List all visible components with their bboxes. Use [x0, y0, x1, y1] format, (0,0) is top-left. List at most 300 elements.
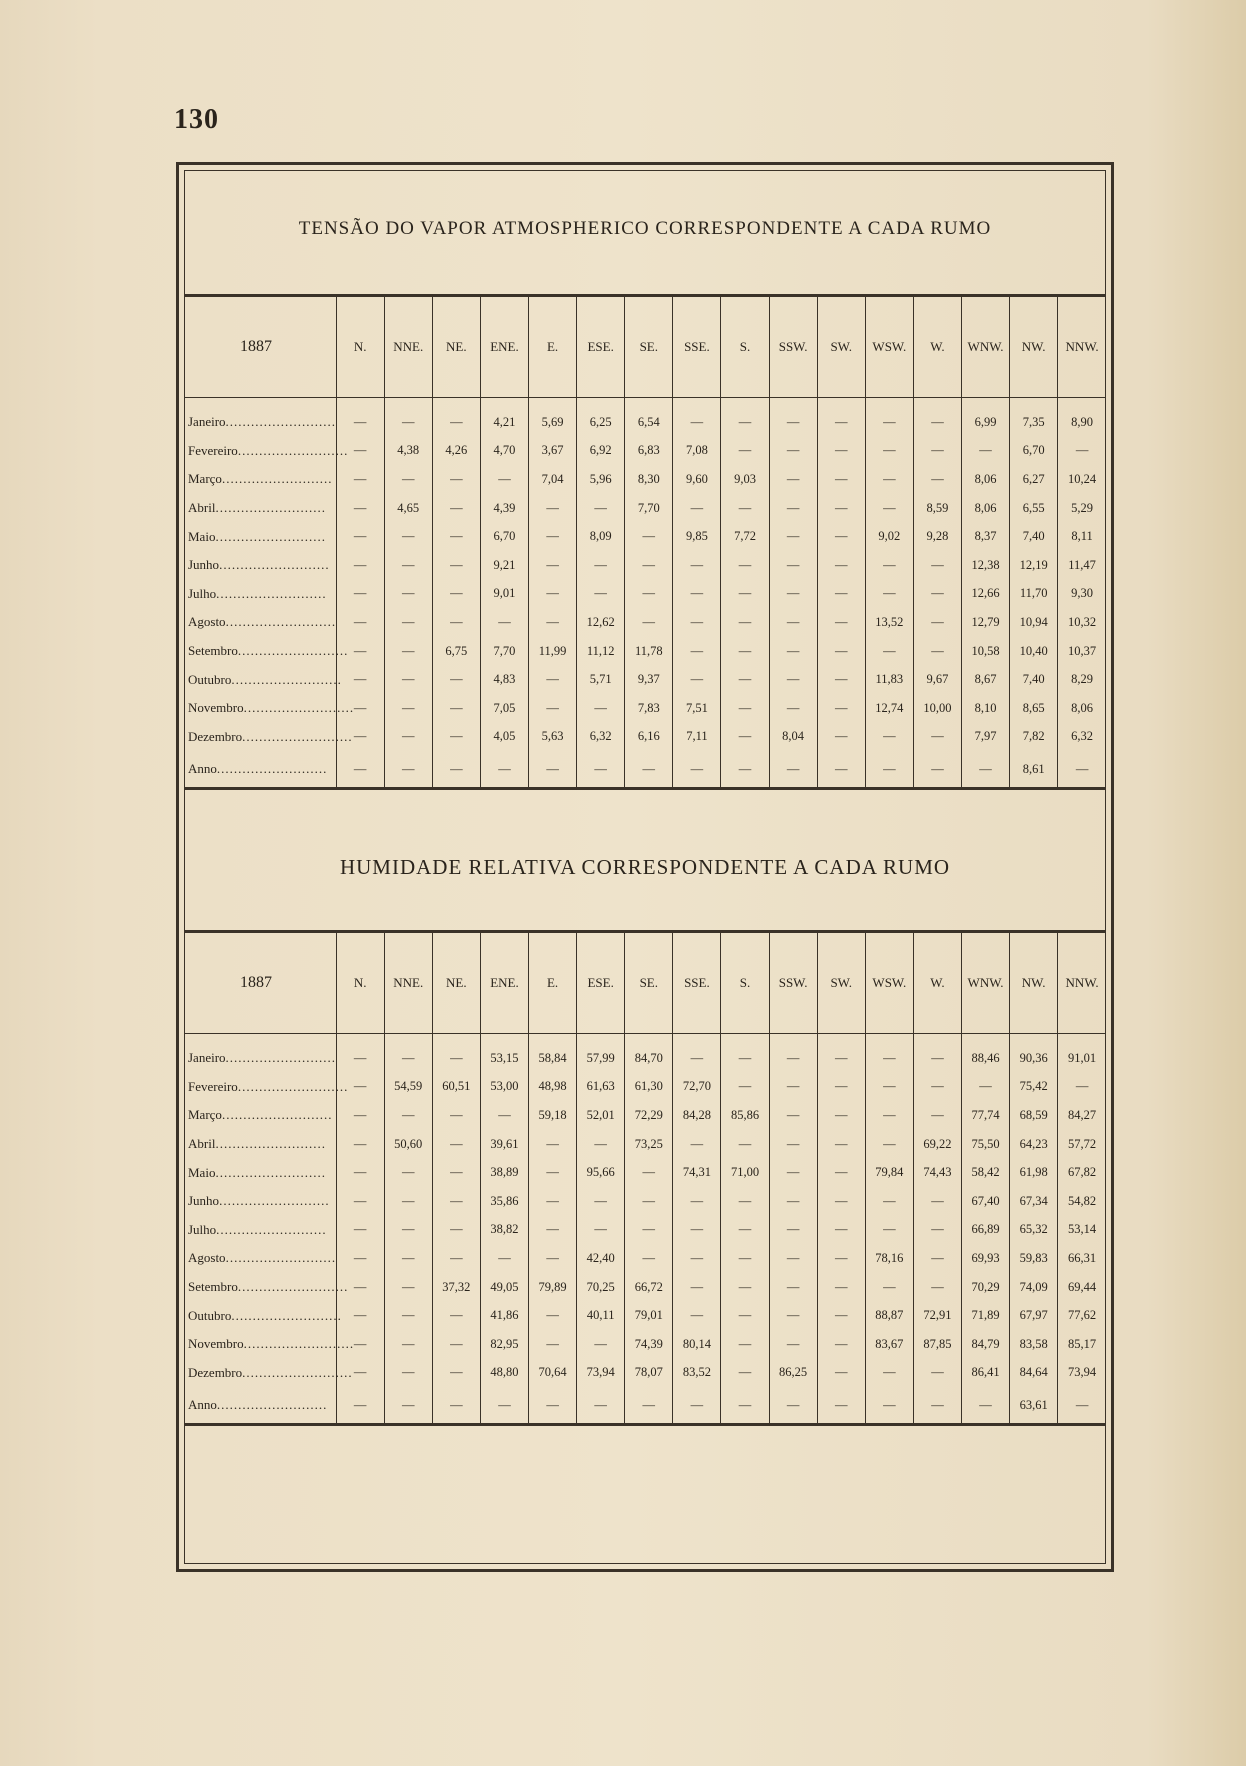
spacer-cell — [962, 1034, 1010, 1045]
table-row — [184, 1216, 1106, 1245]
spacer-cell — [529, 398, 577, 409]
month-label — [184, 1359, 353, 1388]
table-cell: 9,03 — [721, 465, 769, 494]
month-name: Fevereiro — [188, 1078, 238, 1094]
table-cell: 69,93 — [962, 1244, 1010, 1273]
month-label — [184, 408, 336, 437]
table-cell: 5,29 — [1058, 494, 1106, 523]
table-cell: — — [769, 408, 817, 437]
table-cell: 67,82 — [1058, 1158, 1106, 1187]
table-cell: — — [480, 465, 528, 494]
spacer-cell — [962, 398, 1010, 409]
table-cell: — — [432, 494, 480, 523]
table-cell: — — [721, 1359, 769, 1388]
table-cell: 77,62 — [1058, 1301, 1106, 1330]
table-cell: — — [336, 637, 384, 666]
table-cell: — — [577, 1216, 625, 1245]
table-cell: — — [913, 1101, 961, 1130]
table-cell: — — [336, 551, 384, 580]
spacer-cell — [480, 398, 528, 409]
month-name: Setembro — [188, 643, 238, 659]
table-cell: — — [913, 751, 961, 789]
table-cell: — — [817, 551, 865, 580]
table-cell: — — [625, 1187, 673, 1216]
table-cell: — — [913, 1216, 961, 1245]
table-cell: — — [384, 723, 432, 752]
table-cell: 53,14 — [1058, 1216, 1106, 1245]
table-cell: — — [817, 1101, 865, 1130]
spacer-cell — [817, 398, 865, 409]
table-cell: — — [432, 1387, 480, 1425]
table-cell: — — [721, 1301, 769, 1330]
table-cell: 7,72 — [721, 522, 769, 551]
table-cell: — — [577, 694, 625, 723]
table-cell: — — [625, 751, 673, 789]
month-label — [184, 494, 336, 523]
table-cell: — — [817, 1073, 865, 1102]
table-cell: — — [384, 551, 432, 580]
table-row — [184, 580, 1106, 609]
table-cell: — — [817, 1359, 865, 1388]
vapor-col-header: ESE. — [577, 296, 625, 398]
table-cell: 64,23 — [1010, 1130, 1058, 1159]
table-row — [184, 1330, 1106, 1359]
table-cell: 8,29 — [1058, 665, 1106, 694]
month-name: Março — [188, 471, 222, 487]
leader-dots: .......................... — [243, 700, 355, 716]
table-cell: 12,38 — [962, 551, 1010, 580]
table-cell: 13,52 — [865, 608, 913, 637]
table-cell: 70,64 — [529, 1359, 577, 1388]
table-cell: 9,30 — [1058, 580, 1106, 609]
table-cell: 53,15 — [480, 1044, 528, 1073]
table-cell: 74,31 — [673, 1158, 721, 1187]
table-cell: — — [673, 551, 721, 580]
table-cell: 7,08 — [673, 437, 721, 466]
table-cell: 67,34 — [1010, 1187, 1058, 1216]
table-cell: — — [817, 465, 865, 494]
leader-dots: .......................... — [219, 557, 330, 573]
table-cell: 6,54 — [625, 408, 673, 437]
table-cell: 41,86 — [480, 1301, 528, 1330]
table-cell: — — [913, 1387, 961, 1425]
table-cell: — — [384, 608, 432, 637]
table-cell: 6,16 — [625, 723, 673, 752]
month-name: Janeiro — [188, 414, 226, 430]
table-cell: — — [769, 1130, 817, 1159]
table-cell: — — [384, 580, 432, 609]
table-cell: — — [432, 694, 480, 723]
table-cell: — — [336, 723, 384, 752]
table-row — [184, 465, 1106, 494]
table-cell: — — [384, 1359, 432, 1388]
table-cell: — — [336, 1073, 384, 1102]
humidade-table — [184, 930, 1106, 1426]
table-cell: — — [480, 1101, 528, 1130]
month-label — [184, 1330, 355, 1359]
month-label — [184, 723, 353, 752]
table-cell: 6,70 — [480, 522, 528, 551]
table-cell: 88,87 — [865, 1301, 913, 1330]
leader-dots: .......................... — [216, 1221, 327, 1237]
table-cell: — — [673, 1187, 721, 1216]
table-cell: — — [336, 665, 384, 694]
month-name: Fevereiro — [188, 442, 238, 458]
table-cell: — — [769, 665, 817, 694]
table-cell: 40,11 — [577, 1301, 625, 1330]
table-cell: — — [432, 1101, 480, 1130]
table-cell: 91,01 — [1058, 1044, 1106, 1073]
leader-dots: .......................... — [216, 761, 328, 777]
table-cell: — — [962, 1387, 1010, 1425]
table-cell: — — [529, 494, 577, 523]
table-cell: — — [336, 1101, 384, 1130]
table-cell: 5,69 — [529, 408, 577, 437]
table-row — [184, 522, 1106, 551]
table-cell: — — [673, 1244, 721, 1273]
month-name: Janeiro — [188, 1050, 226, 1066]
month-label — [184, 1216, 336, 1245]
table-cell: — — [817, 494, 865, 523]
humidade-col-header: ENE. — [480, 932, 528, 1034]
table-cell: 10,94 — [1010, 608, 1058, 637]
table-cell: 11,78 — [625, 637, 673, 666]
table-cell: — — [913, 1273, 961, 1302]
table-cell: 77,74 — [962, 1101, 1010, 1130]
leader-dots: .......................... — [243, 1336, 355, 1352]
table-cell: — — [721, 1273, 769, 1302]
leader-dots: .......................... — [215, 1136, 326, 1152]
leader-dots: .......................... — [225, 1050, 337, 1066]
table-cell: 59,18 — [529, 1101, 577, 1130]
table-cell: — — [432, 608, 480, 637]
table-cell: — — [817, 1158, 865, 1187]
table-cell: — — [577, 1387, 625, 1425]
vapor-header-row — [184, 296, 1106, 398]
table-cell: — — [384, 694, 432, 723]
table-cell: 8,06 — [1058, 694, 1106, 723]
spacer-cell — [1010, 398, 1058, 409]
table-cell: 4,70 — [480, 437, 528, 466]
leader-dots: .......................... — [231, 1307, 342, 1323]
table-cell: — — [384, 1158, 432, 1187]
table-row — [184, 637, 1106, 666]
table-row — [184, 437, 1106, 466]
spacer-cell — [721, 1034, 769, 1045]
table-cell: 61,63 — [577, 1073, 625, 1102]
month-name: Abril — [188, 1136, 216, 1152]
table-row — [184, 1359, 1106, 1388]
humidade-col-header: ESE. — [577, 932, 625, 1034]
leader-dots: .......................... — [216, 1397, 328, 1413]
table-cell: — — [529, 580, 577, 609]
table-cell: — — [721, 1244, 769, 1273]
table-cell: — — [336, 1273, 384, 1302]
table-cell: — — [913, 465, 961, 494]
humidade-table-title: HUMIDADE RELATIVA CORRESPONDENTE A CADA RUMO — [339, 855, 951, 879]
spacer-cell — [384, 1034, 432, 1045]
table-cell: 5,71 — [577, 665, 625, 694]
table-cell: 8,11 — [1058, 522, 1106, 551]
table-cell: — — [865, 637, 913, 666]
month-label — [184, 580, 336, 609]
table-cell: 7,05 — [480, 694, 528, 723]
table-cell: — — [817, 1130, 865, 1159]
table-cell: — — [480, 1387, 528, 1425]
table-cell: 73,25 — [625, 1130, 673, 1159]
table-cell: 39,61 — [480, 1130, 528, 1159]
vapor-col-header: SE. — [625, 296, 673, 398]
table-cell: — — [384, 1044, 432, 1073]
table-cell: 53,00 — [480, 1073, 528, 1102]
vapor-col-header: WNW. — [962, 296, 1010, 398]
table-cell: 4,21 — [480, 408, 528, 437]
table-cell: — — [577, 551, 625, 580]
vapor-col-header: ENE. — [480, 296, 528, 398]
vapor-col-header: W. — [913, 296, 961, 398]
table-cell: — — [529, 551, 577, 580]
spacer-cell — [721, 398, 769, 409]
leader-dots: .......................... — [242, 728, 353, 744]
table-row — [184, 1301, 1106, 1330]
table-cell: — — [384, 1330, 432, 1359]
table-cell: — — [673, 751, 721, 789]
table-cell: — — [384, 522, 432, 551]
table-cell: 54,82 — [1058, 1187, 1106, 1216]
table-cell: 4,39 — [480, 494, 528, 523]
table-cell: 7,40 — [1010, 665, 1058, 694]
table-cell: 57,99 — [577, 1044, 625, 1073]
table-cell: — — [721, 1130, 769, 1159]
table-cell: — — [721, 1387, 769, 1425]
spacer-cell — [1058, 1034, 1106, 1045]
table-cell: — — [769, 437, 817, 466]
table-cell: 8,10 — [962, 694, 1010, 723]
table-cell: 49,05 — [480, 1273, 528, 1302]
table-cell: — — [625, 522, 673, 551]
table-cell: 84,27 — [1058, 1101, 1106, 1130]
table-cell: — — [673, 1273, 721, 1302]
month-name: Novembro — [188, 700, 244, 716]
table-row — [184, 551, 1106, 580]
table-cell: — — [336, 494, 384, 523]
table-cell: — — [769, 637, 817, 666]
vapor-year-header: 1887 — [184, 296, 336, 398]
table-cell: 10,32 — [1058, 608, 1106, 637]
table-cell: — — [913, 551, 961, 580]
table-cell: — — [336, 1387, 384, 1425]
table-cell: — — [625, 608, 673, 637]
table-cell: — — [384, 1187, 432, 1216]
table-cell: — — [336, 580, 384, 609]
leader-dots: .......................... — [221, 471, 333, 487]
table-cell: 6,92 — [577, 437, 625, 466]
table-cell: — — [817, 1301, 865, 1330]
table-cell: 74,09 — [1010, 1273, 1058, 1302]
spacer-cell — [384, 398, 432, 409]
month-name: Março — [188, 1107, 222, 1123]
leader-dots: .......................... — [237, 1078, 349, 1094]
table-cell: — — [865, 1359, 913, 1388]
table-cell: — — [432, 723, 480, 752]
table-cell: — — [913, 437, 961, 466]
vapor-col-header: WSW. — [865, 296, 913, 398]
table-cell: — — [913, 723, 961, 752]
table-cell: — — [865, 751, 913, 789]
vapor-table-title: TENSÃO DO VAPOR ATMOSPHERICO CORRESPONDENTE A CADA RUMO — [298, 218, 992, 239]
table-row — [184, 1044, 1106, 1073]
table-cell: — — [673, 637, 721, 666]
table-cell: — — [336, 1187, 384, 1216]
humidade-col-header: NE. — [432, 932, 480, 1034]
vapor-col-header: NE. — [432, 296, 480, 398]
table-cell: — — [865, 1387, 913, 1425]
month-label — [184, 1044, 336, 1073]
month-label — [184, 1101, 336, 1130]
table-cell: 3,67 — [529, 437, 577, 466]
table-cell: — — [721, 1044, 769, 1073]
table-cell: — — [384, 465, 432, 494]
leader-dots: .......................... — [215, 500, 326, 516]
table-cell: 63,61 — [1010, 1387, 1058, 1425]
table-cell: — — [432, 580, 480, 609]
table-cell: 85,86 — [721, 1101, 769, 1130]
table-cell: — — [817, 608, 865, 637]
table-cell: 88,46 — [962, 1044, 1010, 1073]
table-cell: — — [529, 1158, 577, 1187]
table-cell: — — [1058, 751, 1106, 789]
table-cell: 74,43 — [913, 1158, 961, 1187]
table-cell: 83,58 — [1010, 1330, 1058, 1359]
table-cell: 48,80 — [480, 1359, 528, 1388]
table-cell: 11,12 — [577, 637, 625, 666]
page-number: 130 — [174, 104, 219, 135]
spacer-cell — [673, 1034, 721, 1045]
table-cell: — — [817, 637, 865, 666]
table-cell: — — [336, 1301, 384, 1330]
table-cell: 11,47 — [1058, 551, 1106, 580]
table-cell: — — [432, 1044, 480, 1073]
table-cell: 4,65 — [384, 494, 432, 523]
month-label — [184, 751, 336, 789]
spacer-cell — [625, 1034, 673, 1045]
table-cell: — — [865, 1044, 913, 1073]
table-cell: 42,40 — [577, 1244, 625, 1273]
table-cell: 8,30 — [625, 465, 673, 494]
spacer-cell — [865, 1034, 913, 1045]
table-cell: — — [336, 522, 384, 551]
spacer-cell — [336, 1034, 384, 1045]
table-cell: 6,99 — [962, 408, 1010, 437]
table-cell: — — [913, 1359, 961, 1388]
table-cell: 35,86 — [480, 1187, 528, 1216]
leader-dots: .......................... — [242, 1364, 353, 1380]
table-cell: — — [1058, 1387, 1106, 1425]
table-cell: — — [673, 408, 721, 437]
table-cell: — — [913, 637, 961, 666]
table-cell: — — [336, 1244, 384, 1273]
table-cell: — — [913, 408, 961, 437]
table-cell: 12,62 — [577, 608, 625, 637]
table-cell: — — [721, 580, 769, 609]
leader-dots: .......................... — [237, 442, 349, 458]
table-cell: 5,63 — [529, 723, 577, 752]
table-cell: 8,59 — [913, 494, 961, 523]
table-cell: — — [769, 1101, 817, 1130]
table-cell: — — [817, 1387, 865, 1425]
table-cell: 52,01 — [577, 1101, 625, 1130]
table-cell: — — [913, 1073, 961, 1102]
table-cell: — — [529, 1387, 577, 1425]
table-cell: — — [336, 608, 384, 637]
table-cell: — — [865, 1187, 913, 1216]
table-cell: 8,37 — [962, 522, 1010, 551]
table-cell: — — [865, 1216, 913, 1245]
table-cell: — — [529, 522, 577, 551]
table-cell: 57,72 — [1058, 1130, 1106, 1159]
month-name: Dezembro — [188, 1364, 243, 1380]
humidade-col-header: SSE. — [673, 932, 721, 1034]
table-cell: 6,75 — [432, 637, 480, 666]
table-cell: — — [1058, 437, 1106, 466]
table-row — [184, 608, 1106, 637]
table-cell: 68,59 — [1010, 1101, 1058, 1130]
table-cell: 9,21 — [480, 551, 528, 580]
table-cell: 10,24 — [1058, 465, 1106, 494]
table-cell: — — [769, 694, 817, 723]
table-cell: — — [625, 1216, 673, 1245]
month-label — [184, 694, 355, 723]
table-cell: 7,40 — [1010, 522, 1058, 551]
table-cell: — — [673, 580, 721, 609]
month-label — [184, 1244, 336, 1273]
table-cell: 10,37 — [1058, 637, 1106, 666]
table-cell: — — [865, 551, 913, 580]
table-cell: 54,59 — [384, 1073, 432, 1102]
table-row — [184, 494, 1106, 523]
table-cell: — — [769, 1273, 817, 1302]
vapor-col-header: SSW. — [769, 296, 817, 398]
table-cell: — — [769, 1301, 817, 1330]
table-cell: 7,82 — [1010, 723, 1058, 752]
table-cell: — — [480, 1244, 528, 1273]
table-row — [184, 751, 1106, 789]
humidade-col-header: SW. — [817, 932, 865, 1034]
table-row — [184, 1244, 1106, 1273]
table-cell: — — [336, 1330, 384, 1359]
table-cell: — — [817, 665, 865, 694]
table-cell: — — [721, 723, 769, 752]
table-cell: — — [625, 551, 673, 580]
table-cell: — — [384, 1216, 432, 1245]
table-cell: — — [384, 1387, 432, 1425]
table-cell: — — [432, 1330, 480, 1359]
table-cell: 38,89 — [480, 1158, 528, 1187]
humidade-year-header: 1887 — [184, 932, 336, 1034]
table-cell: 6,25 — [577, 408, 625, 437]
table-cell: — — [817, 1330, 865, 1359]
table-cell: — — [913, 580, 961, 609]
spacer-cell — [865, 398, 913, 409]
table-cell: 8,65 — [1010, 694, 1058, 723]
table-cell: 70,25 — [577, 1273, 625, 1302]
table-cell: — — [962, 1073, 1010, 1102]
table-cell: 8,06 — [962, 494, 1010, 523]
table-cell: — — [769, 751, 817, 789]
vapor-col-header: SSE. — [673, 296, 721, 398]
table-cell: — — [769, 1330, 817, 1359]
table-cell: 7,97 — [962, 723, 1010, 752]
